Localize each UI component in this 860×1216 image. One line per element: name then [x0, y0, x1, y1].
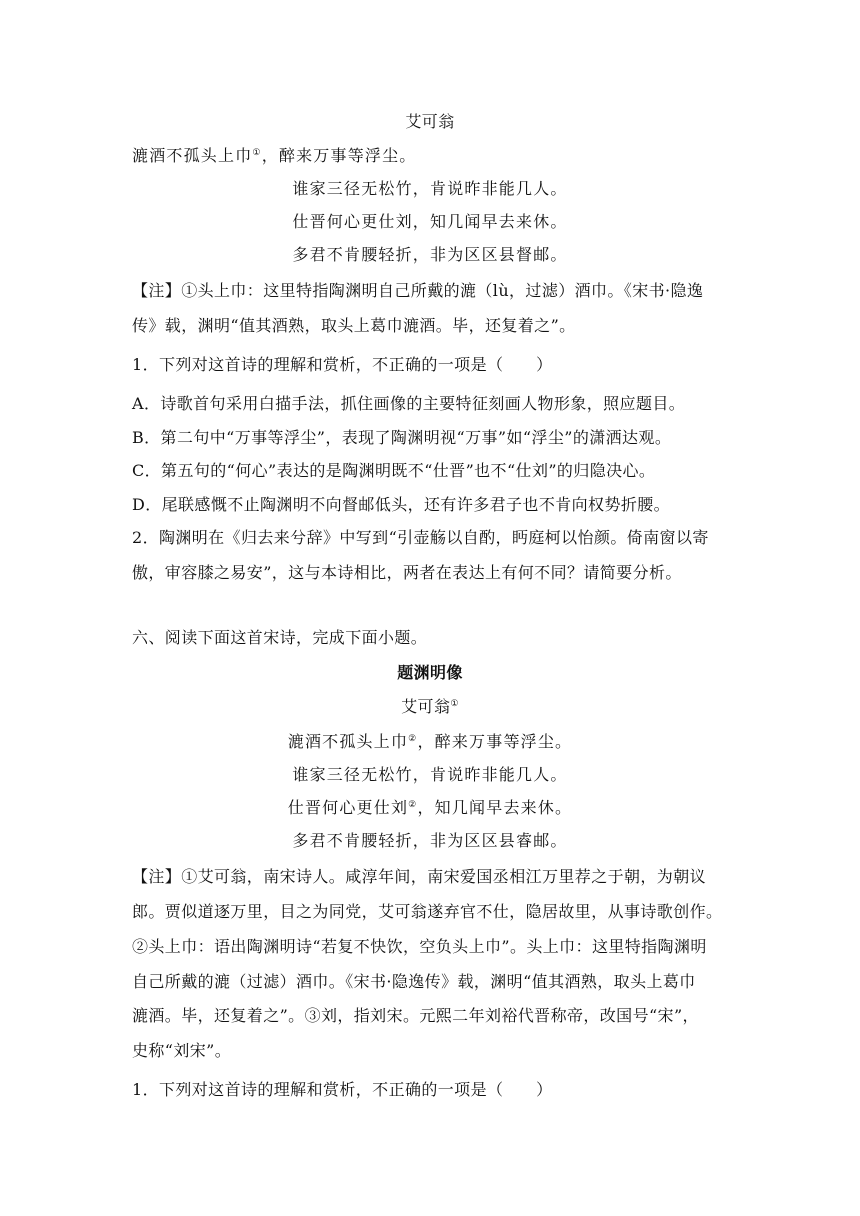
poem-line-text: ，醉来万事等浮尘。 [417, 732, 573, 751]
poem-line-text: 漉酒不孤头上巾 [287, 732, 409, 751]
poem-line: 多君不肯腰轻折，非为区区县督邮。 [292, 245, 568, 264]
poem-line-text: 仕晋何心更仕刘 [287, 798, 409, 817]
answer-option: C．第五句的“何心”表达的是陶渊明既不“仕晋”也不“仕刘”的归隐决心。 [132, 461, 656, 480]
answer-option: D．尾联感慨不止陶渊明不向督邮低头，还有许多君子也不肯向权势折腰。 [132, 495, 671, 514]
poem-line: 多君不肯腰轻折，非为区区县睿邮。 [292, 831, 568, 850]
poem-line: 仕晋何心更仕刘，知几闻早去来休。 [292, 212, 568, 231]
note-line: 传》载，渊明“值其酒熟，取头上葛巾漉酒。毕，还复着之”。 [132, 316, 576, 335]
poem-line [0, 797, 860, 819]
poem-line-text: ，知几闻早去来休。 [417, 798, 573, 817]
note-line: ②头上巾：语出陶渊明诗“若复不快饮，空负头上巾”。头上巾：这里特指陶渊明 [132, 937, 707, 956]
question-text: 1．下列对这首诗的理解和赏析，不正确的一项是（ ） [132, 1080, 553, 1099]
footnote-marker: ① [450, 699, 459, 709]
poem-line [0, 731, 860, 753]
question-text: 1．下列对这首诗的理解和赏析，不正确的一项是（ ） [132, 355, 553, 374]
note-line: 【注】①头上巾：这里特指陶渊明自己所戴的漉（lù，过滤）酒巾。《宋书·隐逸 [132, 281, 704, 300]
note-line: 【注】①艾可翁，南宋诗人。咸淳年间，南宋爱国丞相江万里荐之于朝，为朝议 [132, 867, 707, 886]
section-heading: 六、阅读下面这首宋诗，完成下面小题。 [132, 628, 428, 647]
poem-line: 谁家三径无松竹，肯说昨非能几人。 [292, 179, 568, 198]
poem-line: 谁家三径无松竹，肯说昨非能几人。 [292, 765, 568, 784]
note-line: 郎。贾似道逐万里，目之为同党，艾可翁遂弃官不仕，隐居故里，从事诗歌创作。 [132, 902, 723, 921]
note-line: 漉酒。毕，还复着之”。③刘，指刘宋。元熙二年刘裕代晋称帝，改国号“宋”， [132, 1006, 699, 1025]
poem-author [0, 696, 860, 718]
poem-author-text: 艾可翁 [401, 697, 451, 716]
answer-option: B．第二句中“万事等浮尘”，表现了陶渊明视“万事”如“浮尘”的潇洒达观。 [132, 428, 672, 447]
poem-author: 艾可翁 [405, 112, 455, 131]
poem-title: 题渊明像 [397, 663, 463, 682]
poem-line-text: 漉酒不孤头上巾 [132, 146, 253, 165]
poem-line-text: ，醉来万事等浮尘。 [261, 146, 417, 165]
footnote-marker: ② [408, 800, 418, 810]
footnote-marker: ② [408, 734, 418, 744]
question-text: 傲，审容膝之易安”，这与本诗相比，两者在表达上有何不同？请简要分析。 [132, 563, 682, 582]
note-line: 史称“刘宋”。 [132, 1041, 232, 1060]
answer-option: A．诗歌首句采用白描手法，抓住画像的主要特征刻画人物形象，照应题目。 [132, 394, 686, 413]
footnote-marker: ① [252, 148, 262, 158]
poem-line [132, 145, 417, 167]
question-text: 2．陶渊明在《归去来兮辞》中写到“引壶觞以自酌，眄庭柯以怡颜。倚南窗以寄 [132, 528, 709, 547]
note-line: 自己所戴的漉（过滤）酒巾。《宋书·隐逸传》载，渊明“值其酒熟，取头上葛巾 [132, 972, 696, 991]
